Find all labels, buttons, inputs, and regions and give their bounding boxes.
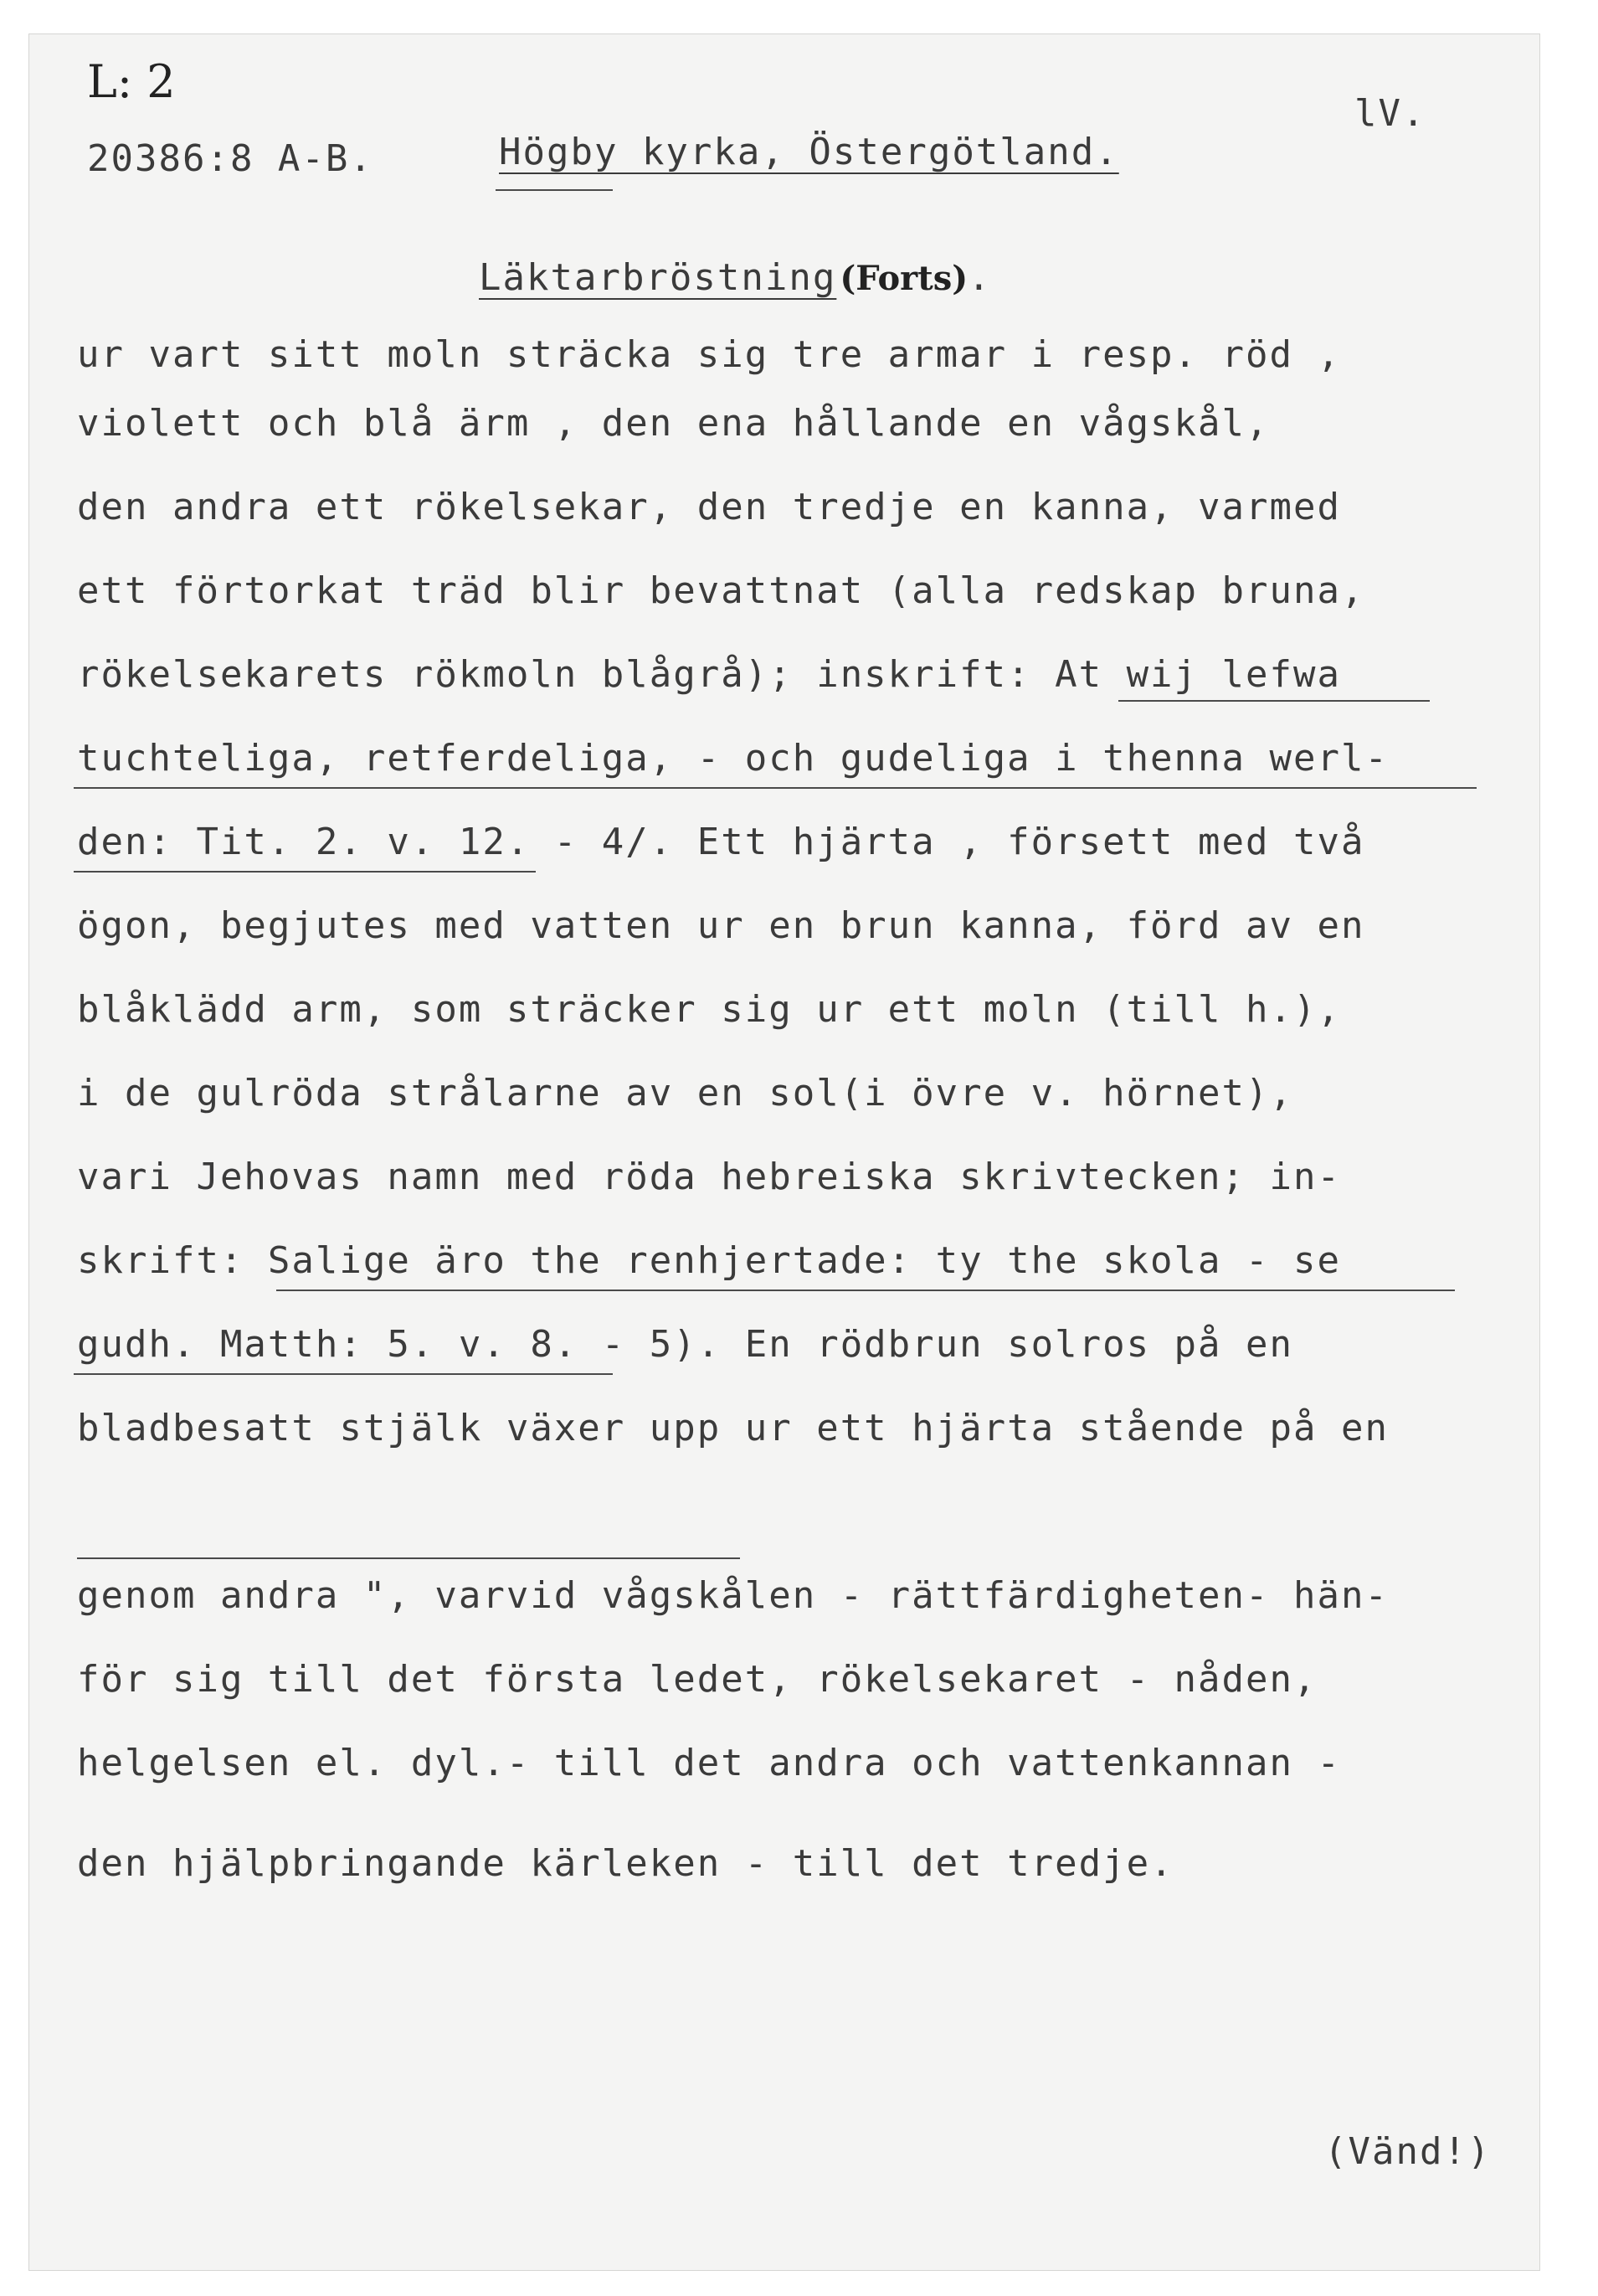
inventory-number: 20386:8 A-B. (87, 137, 373, 180)
body-line-9: blåklädd arm, som sträcker sig ur ett moln (till h.), (77, 988, 1341, 1031)
page-number: lV. (1354, 92, 1426, 135)
inscription-underline (74, 1373, 613, 1375)
inscription-underline (74, 871, 536, 873)
body-line-11: vari Jehovas namn med röda hebreiska skrivtecken; in- (77, 1156, 1341, 1198)
body-line-2: violett och blå ärm , den ena hållande en vågskål, (77, 402, 1270, 445)
body-line-1: ur vart sitt moln sträcka sig tre armar i resp. röd , (77, 333, 1341, 376)
footnote-line-1: genom andra ", varvid vågskålen - rättfärdigheten- hän- (77, 1574, 1389, 1617)
footnote-line-2: för sig till det första ledet, rökelsekaret - nåden, (77, 1658, 1318, 1701)
section-title (479, 256, 992, 299)
inscription-underline (276, 1290, 1455, 1291)
body-line-12: skrift: Salige äro the renhjertade: ty the skola - se (77, 1239, 1341, 1282)
body-line-14: bladbesatt stjälk växer upp ur ett hjärta stående på en (77, 1407, 1389, 1449)
turn-note: (Vänd!) (1324, 2130, 1492, 2173)
body-line-4: ett förtorkat träd blir bevattnat (alla redskap bruna, (77, 569, 1365, 612)
inscription-underline (1118, 700, 1430, 702)
footnote-separator (77, 1557, 740, 1559)
body-line-13: gudh. Matth: 5. v. 8. - 5). En rödbrun solros på en (77, 1323, 1294, 1366)
footnote-line-3: helgelsen el. dyl.- till det andra och vattenkannan - (77, 1742, 1341, 1784)
body-line-3: den andra ett rökelsekar, den tredje en kanna, varmed (77, 486, 1341, 528)
place-double-underline (496, 189, 613, 191)
handwritten-mark: L: 2 (87, 55, 176, 108)
body-line-10: i de gulröda strålarne av en sol(i övre v. hörnet), (77, 1072, 1294, 1115)
section-title-period: . (968, 256, 992, 299)
section-title-handwritten: (Forts) (840, 259, 969, 298)
body-line-6: tuchteliga, retferdeliga, - och gudeliga i thenna werl- (77, 737, 1389, 780)
section-title-typed: Läktarbröstning (479, 256, 837, 299)
body-line-8: ögon, begjutes med vatten ur en brun kanna, förd av en (77, 904, 1365, 947)
footnote-line-4: den hjälpbringande kärleken - till det tredje. (77, 1842, 1174, 1885)
body-line-5: rökelsekarets rökmoln blågrå); inskrift: At wij lefwa (77, 653, 1341, 696)
body-line-7: den: Tit. 2. v. 12. - 4/. Ett hjärta , försett med två (77, 821, 1365, 863)
place-heading: Högby kyrka, Östergötland. (499, 131, 1119, 173)
inscription-underline (74, 787, 1477, 789)
